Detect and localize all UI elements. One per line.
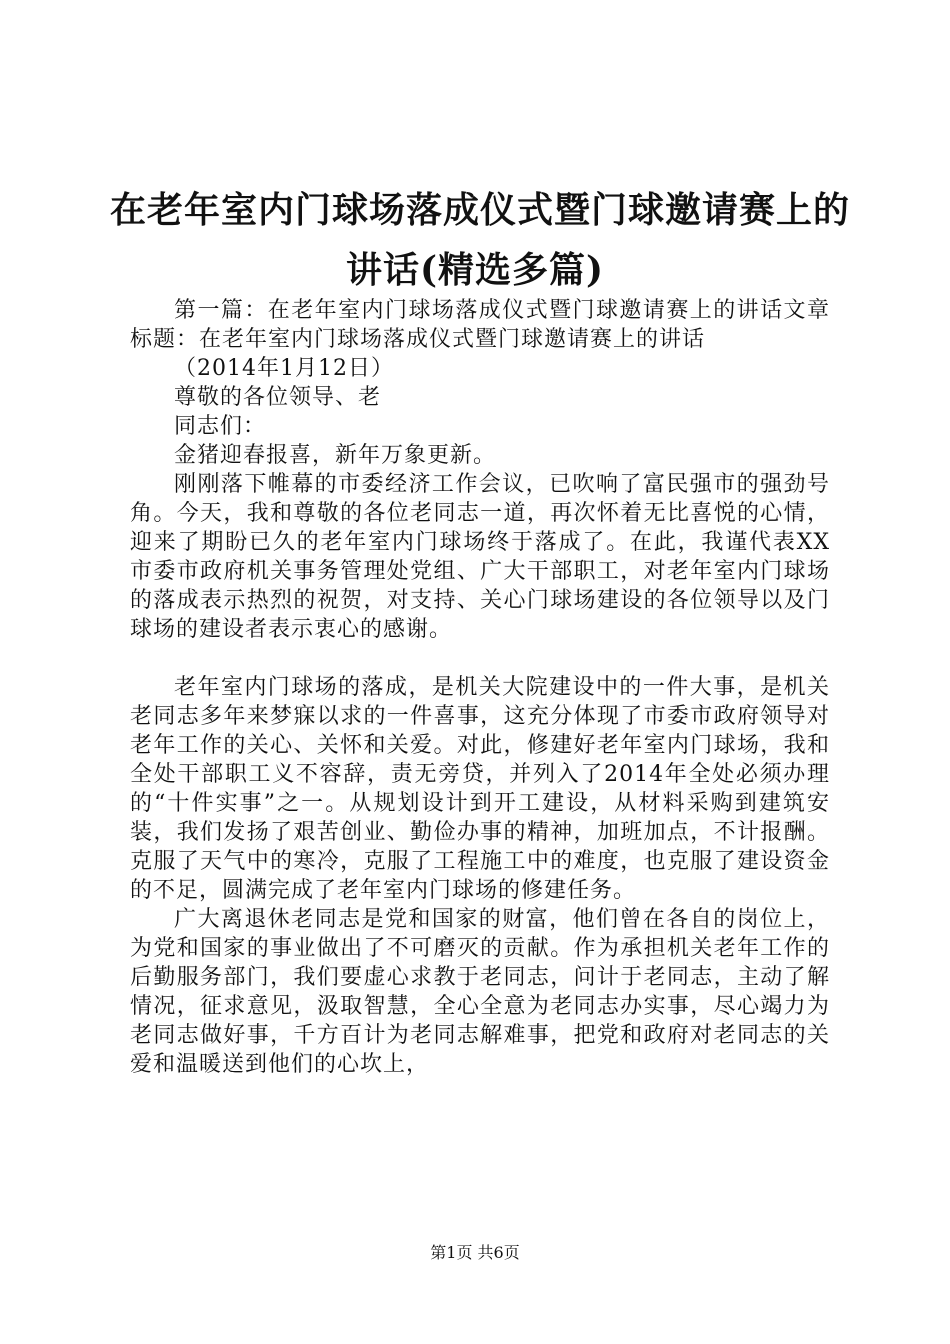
document-title (110, 180, 851, 300)
page-number: 第1页 共6页 (430, 1243, 520, 1262)
paragraph-body-2: 老年室内门球场的落成，是机关大院建设中的一件大事，是机关老同志多年来梦寐以求的一件喜事，这充分体现了市委市政府领导对老年工作的关心、关怀和关爱。对此，修建好老年室内门球场，我和全处干部职工义不容辞，责无旁贷，并列入了2014年全处必须办理的“十件实事”之一。从规划设计到开工建设，从材料采购到建筑安装，我们发扬了艰苦创业、勤俭办事的精神，加班加点，不计报酬。克服了天气中的寒冷，克服了工程施工中的难度，也克服了建设资金的不足，圆满完成了老年室内门球场的修建任务。 (130, 675, 830, 903)
paragraph-body-3: 广大离退休老同志是党和国家的财富，他们曾在各自的岗位上，为党和国家的事业做出了不可磨灭的贡献。作为承担机关老年工作的后勤服务部门，我们要虚心求教于老同志，问计于老同志，主动了解情况，征求意见，汲取智慧，全心全意为老同志办实事，尽心竭力为老同志做好事，千方百计为老同志解难事，把党和政府对老同志的关爱和温暖送到他们的心坎上， (130, 907, 830, 1077)
paragraph-salutation-2: 同志们： (174, 414, 267, 439)
title-line-2: 讲话(精选多篇) (345, 249, 605, 291)
paragraph-date: （2014年1月12日） (174, 356, 394, 381)
paragraph-heading: 第一篇：在老年室内门球场落成仪式暨门球邀请赛上的讲话文章标题：在老年室内门球场落成仪式暨门球邀请赛上的讲话 (130, 298, 830, 352)
paragraph-body-1: 刚刚落下帷幕的市委经济工作会议，已吹响了富民强市的强劲号角。今天，我和尊敬的各位老同志一道，再次怀着无比喜悦的心情，迎来了期盼已久的老年室内门球场终于落成了。在此，我谨代表XX市委市政府机关事务管理处党组、广大干部职工，对老年室内门球场的落成表示热烈的祝贺，对支持、关心门球场建设的各位领导以及门球场的建设者表示衷心的感谢。 (130, 472, 830, 642)
paragraph-greeting: 金猪迎春报喜，新年万象更新。 (174, 443, 497, 468)
document-body (130, 296, 830, 1079)
paragraph-salutation-1: 尊敬的各位领导、老 (174, 385, 382, 410)
title-line-1: 在老年室内门球场落成仪式暨门球邀请赛上的 (110, 189, 851, 231)
